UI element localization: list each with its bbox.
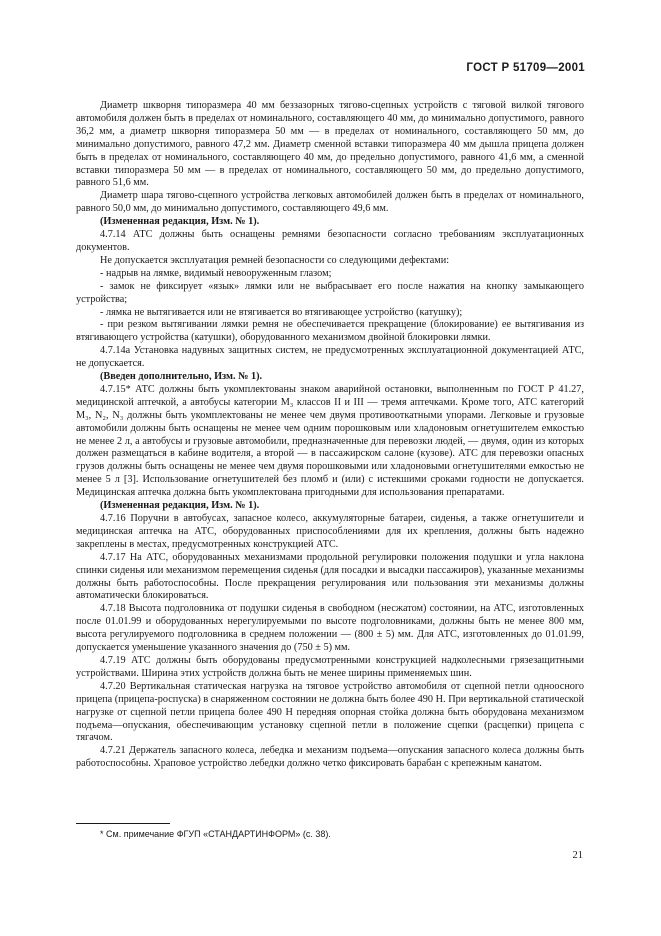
- list-item-defect: - надрыв на лямке, видимый невооруженным глазом;: [100, 267, 332, 279]
- list-item-defect: - лямка не вытягивается или не втягивается во втягивающее устройство (катушку);: [100, 306, 463, 318]
- list-item-defect: - при резком вытягивании лямки ремня не обеспечивается прекращение (блокирование) ее вытягивания из втягивающего устройства (катушки), оборудованного механизмом двойной блокировки лямки.: [76, 319, 584, 344]
- body-text: [76, 100, 584, 771]
- paragraph-4-7-14a: 4.7.14а Установка надувных защитных систем, не предусмотренных эксплуатационной документацией АТС, не допускается.: [76, 345, 584, 370]
- page-number: 21: [572, 850, 583, 861]
- amendment-note: (Измененная редакция, Изм. № 1).: [100, 500, 260, 512]
- paragraph-ball-diameter: Диаметр шара тягово-сцепного устройства легковых автомобилей должен быть в пределах от номинального, равного 50,0 мм, до минимально допустимого, составляющего 49,6 мм.: [76, 190, 584, 215]
- amendment-note: (Измененная редакция, Изм. № 1).: [100, 216, 260, 228]
- footnote-divider: [76, 823, 170, 824]
- paragraph-4-7-18: 4.7.18 Высота подголовника от подушки сиденья в свободном (несжатом) состоянии, на АТС, изготовленных после 01.01.99 и оборудованных нерегулируемыми по высоте подголовниками, должны быть не менее 800 мм, высота регулируемого подголовника в среднем положении — (800 ± 5) мм. Для АТС, изготовленных до 01.01.99, допускается уменьшение указанного значения до (750 ± 5) мм.: [76, 603, 584, 654]
- footnote: * См. примечание ФГУП «СТАНДАРТИНФОРМ» (с. 38).: [100, 829, 331, 839]
- paragraph-4-7-19: 4.7.19 АТС должны быть оборудованы предусмотренными конструкцией надколесными грязезащитными устройствами. Ширина этих устройств должна быть не менее ширины применяемых шин.: [76, 654, 584, 679]
- paragraph-4-7-15: 4.7.15* АТС должны быть укомплектованы знаком аварийной остановки, выполненным по ГОСТ Р 41.27, медицинской аптечкой, а автобусы категории М₃ классов II и III — тремя аптечками. Кроме того, АТС категорий М₃, N₂, N₃ должны быть укомплектованы не менее чем двумя противооткатными упорами. Легковые и грузовые автомобили должны быть оснащены не менее чем одним порошковым или хладоновым огнетушителем емкостью не менее 2 л, а автобусы и грузовые автомобили, предназначенные для перевозки людей, — двумя, один из которых должен размещаться в кабине водителя, а второй — в пассажирском салоне (кузове). АТС для перевозки опасных грузов должны быть оснащены не менее чем двумя порошковыми или хладоновыми огнетушителями емкостью не менее 5 л [3]. Использование огнетушителей без пломб и (или) с истекшими сроками годности не допускается. Медицинская аптечка должна быть укомплектована пригодными для использования препаратами.: [76, 383, 584, 499]
- list-item-defect: - замок не фиксирует «язык» лямки или не выбрасывает его после нажатия на кнопку замыкающего устройства;: [76, 280, 584, 305]
- paragraph-4-7-17: 4.7.17 На АТС, оборудованных механизмами продольной регулировки положения подушки и угла наклона спинки сиденья или механизмом перемещения сиденья (для посадки и высадки пассажиров), указанные механизмы должны быть работоспособны. После прекращения регулирования или пользования эти механизмы должны автоматически блокироваться.: [76, 551, 584, 602]
- amendment-note: (Введен дополнительно, Изм. № 1).: [100, 371, 263, 383]
- paragraph-4-7-14: 4.7.14 АТС должны быть оснащены ремнями безопасности согласно требованиям эксплуатационных документов.: [76, 229, 584, 253]
- standard-header: ГОСТ Р 51709—2001: [466, 62, 585, 74]
- paragraph-kingpin-diameter: Диаметр шкворня типоразмера 40 мм беззазорных тягово-сцепных устройств с тяговой вилкой тягового автомобиля должен быть в пределах от номинального, составляющего 40 мм, до минимально допустимого, равного 36,2 мм, а диаметр шкворня типоразмера 50 мм — в пределах от номинального, составляющего 50 мм, до минимально допустимого, равного 47,2 мм. Диаметр сменной вставки типоразмера 40 мм дышла прицепа должен быть в пределах от номинального, составляющего 40 мм, до предельно допустимого, равного 41,6 мм, а сменной вставки типоразмера 50 мм — в пределах от номинального, составляющего 50 мм, до предельно допустимого, равного 51,6 мм.: [76, 100, 584, 189]
- paragraph-4-7-16: 4.7.16 Поручни в автобусах, запасное колесо, аккумуляторные батареи, сиденья, а также огнетушители и медицинская аптечка на АТС, оборудованных приспособлениями для их крепления, должны быть надежно закреплены в местах, предусмотренных конструкцией АТС.: [76, 513, 584, 550]
- paragraph-4-7-21: 4.7.21 Держатель запасного колеса, лебедка и механизм подъема—опускания запасного колеса должны быть работоспособны. Храповое устройство лебедки должно четко фиксировать барабан с крепежным канатом.: [76, 745, 584, 770]
- paragraph-4-7-20: 4.7.20 Вертикальная статическая нагрузка на тяговое устройство автомобиля от сцепной петли одноосного прицепа (прицепа-роспуска) в снаряженном состоянии не должна быть более 490 Н. При вертикальной статической нагрузке от сцепной петли прицепа более 490 Н передняя опорная стойка должна быть оборудована механизмом подъема—опускания, обеспечивающим установку сцепной петли в положение сцепки (расцепки) прицепа с тягачом.: [76, 680, 584, 744]
- paragraph-belt-defects-intro: Не допускается эксплуатация ремней безопасности со следующими дефектами:: [100, 254, 450, 266]
